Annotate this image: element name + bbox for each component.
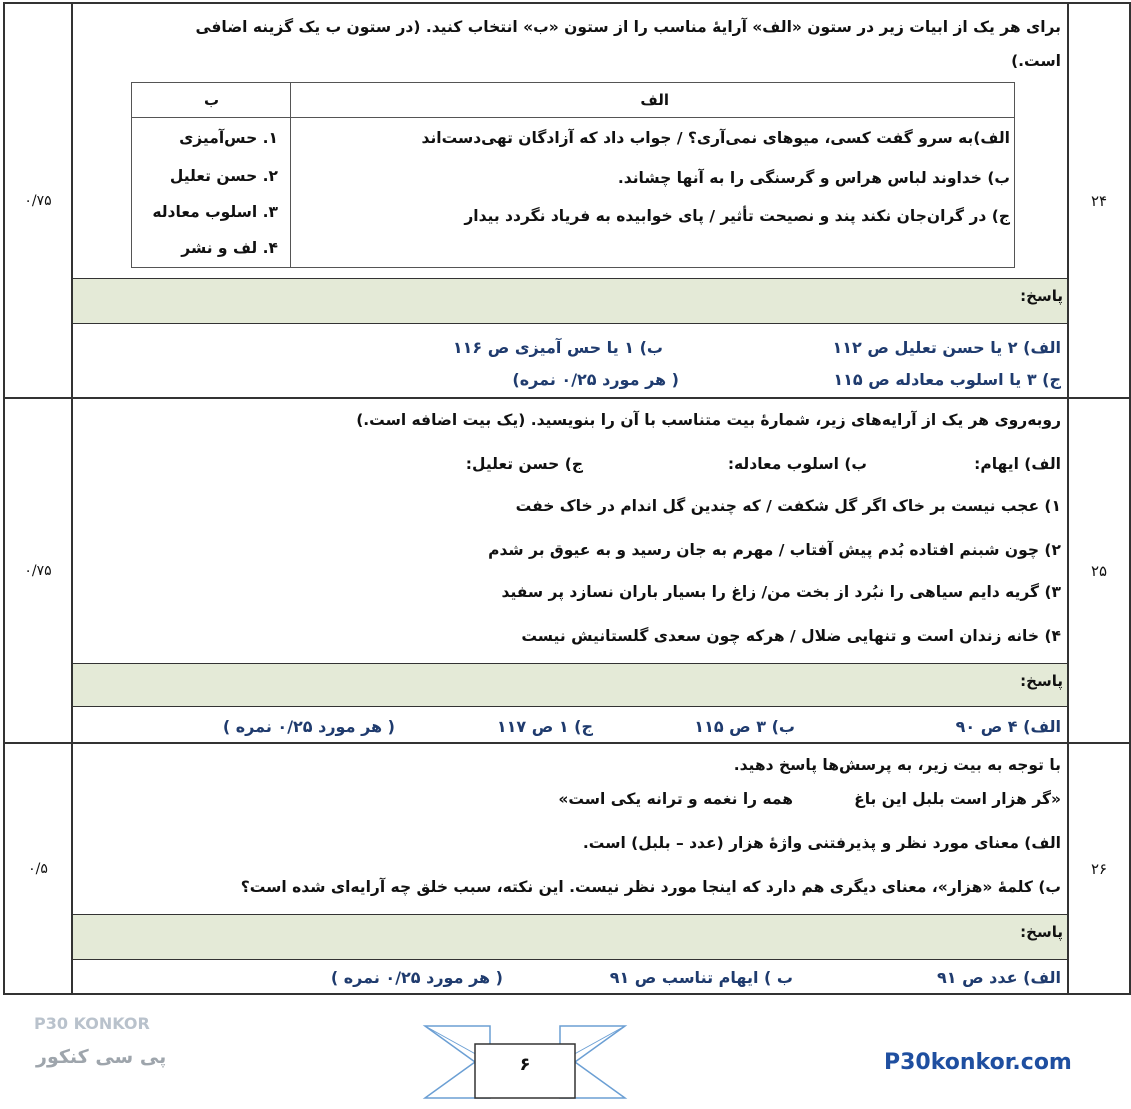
question-prompt-cont: است.): [1011, 52, 1061, 70]
site-url[interactable]: P30konkor.com: [884, 1050, 1072, 1075]
question-number: ۲۵: [1067, 399, 1129, 742]
question-row-24: [5, 4, 1129, 399]
column-divider: [290, 83, 291, 267]
matching-table-header: [132, 83, 1014, 118]
answer-item: الف) ۴ ص ۹۰: [955, 717, 1061, 736]
answer-header: [73, 664, 1067, 706]
option-c: ج) حسن تعلیل:: [465, 455, 583, 473]
column-b-item: ۴. لف و نشر: [181, 239, 278, 257]
questions-table: [3, 2, 1131, 995]
verse: ۴) خانه زندان است و تنهایی ضلال / هرکه چون سعدی گلستانیش نیست: [521, 627, 1061, 645]
answer-label: پاسخ:: [1020, 923, 1063, 941]
question-body: [73, 4, 1067, 397]
verse-hemistich-1: «گر هزار است بلبل این باغ: [854, 790, 1061, 808]
logo-en: [34, 1014, 150, 1033]
option-b: ب) اسلوب معادله:: [727, 455, 867, 473]
answer-label: پاسخ:: [1020, 287, 1063, 305]
option-a: الف) ایهام:: [974, 455, 1061, 473]
column-a-header: الف: [640, 91, 669, 109]
divider: [73, 323, 1067, 324]
matching-table: [131, 82, 1015, 268]
divider: [73, 959, 1067, 960]
answer-item: الف) ۲ یا حسن تعلیل ص ۱۱۲: [832, 338, 1061, 357]
logo-fa: پی سی کنکور: [36, 1046, 167, 1068]
logo-text: P30 KONKOR: [34, 1014, 150, 1033]
answer-header: [73, 279, 1067, 323]
column-a-item: ج) در گران‌جان نکند پند و نصیحت تأثیر / پای خوابیده به فریاد نگردد بیدار: [464, 207, 1010, 225]
verse: ۳) گریه دایم سیاهی را نبُرد از بخت من/ زاغ را بسیار باران نسازد پر سفید: [501, 583, 1061, 601]
part-b: ب) کلمهٔ «هزار»، معنای دیگری هم دارد که اینجا مورد نظر نیست. این نکته، سبب خلق چه آرایه‌ای شده است؟: [240, 878, 1061, 896]
question-number: ۲۶: [1067, 744, 1129, 993]
question-row-26: [5, 744, 1129, 993]
verse-hemistich-2: همه را نغمه و ترانه یکی است»: [558, 790, 793, 808]
question-body: [73, 744, 1067, 993]
answer-note: ( هر مورد ۰/۲۵ نمره ): [330, 968, 503, 987]
column-a-item: ب) خداوند لباس هراس و گرسنگی را به آنها چشاند.: [617, 169, 1010, 187]
question-score: ۰/۵: [5, 744, 73, 993]
question-body: [73, 399, 1067, 742]
verse: ۲) چون شبنم افتاده بُدم پیش آفتاب / مهرم به جان رسید و به عیوق بر شدم: [488, 541, 1061, 559]
answer-header: [73, 915, 1067, 959]
column-b-header: ب: [204, 91, 220, 109]
answer-note: ( هر مورد ۰/۲۵ نمره ): [222, 717, 395, 736]
answer-item: ب ) ایهام تناسب ص ۹۱: [609, 968, 793, 987]
page-number-ribbon: [420, 1022, 630, 1102]
answer-item: ج) ۳ یا اسلوب معادله ص ۱۱۵: [833, 370, 1061, 389]
part-a: الف) معنای مورد نظر و پذیرفتنی واژهٔ هزار (عدد – بلبل) است.: [582, 834, 1061, 852]
answer-item: ب) ۳ ص ۱۱۵: [694, 717, 795, 736]
question-prompt: با توجه به بیت زیر، به پرسش‌ها پاسخ دهید.: [733, 756, 1061, 774]
question-row-25: [5, 399, 1129, 744]
answer-label: پاسخ:: [1020, 672, 1063, 690]
column-b-item: ۱. حس‌آمیزی: [179, 129, 278, 147]
question-score: ۰/۷۵: [5, 4, 73, 397]
column-b-item: ۳. اسلوب معادله: [152, 203, 278, 221]
column-b-item: ۲. حسن تعلیل: [169, 167, 278, 185]
answer-item: الف) عدد ص ۹۱: [936, 968, 1061, 987]
divider: [73, 706, 1067, 707]
column-a-item: الف)به سرو گفت کسی، میوهای نمی‌آری؟ / جواب داد که آزادگان تهی‌دست‌اند: [421, 129, 1010, 147]
page-number: ۶: [519, 1054, 531, 1075]
question-prompt: برای هر یک از ابیات زیر در ستون «الف» آرایهٔ مناسب را از ستون «ب» انتخاب کنید. (در ستون ب یک گزینه اضافی: [195, 18, 1061, 36]
answer-item: ج) ۱ ص ۱۱۷: [496, 717, 593, 736]
question-score: ۰/۷۵: [5, 399, 73, 742]
answer-note: ( هر مورد ۰/۲۵ نمره): [512, 370, 679, 389]
verse: ۱) عجب نیست بر خاک اگر گل شکفت / که چندین گل اندام در خاک خفت: [515, 497, 1061, 515]
answer-item: ب) ۱ یا حس آمیزی ص ۱۱۶: [452, 338, 663, 357]
question-prompt: روبه‌روی هر یک از آرایه‌های زیر، شمارهٔ بیت متناسب با آن را بنویسید. (یک بیت اضافه است.): [356, 411, 1061, 429]
question-number: ۲۴: [1067, 4, 1129, 397]
